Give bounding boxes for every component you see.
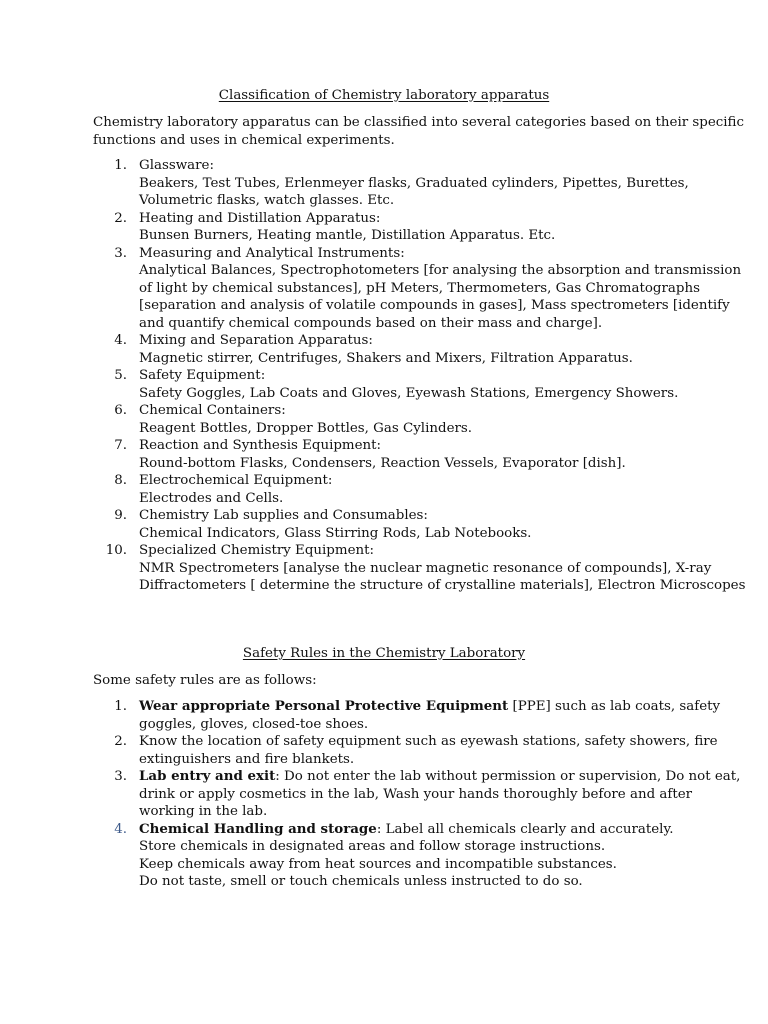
item-number: 7. bbox=[114, 438, 127, 453]
item-heading: Glassware: bbox=[139, 158, 214, 173]
rule-bold-label: Chemical Handling and storage bbox=[139, 820, 377, 837]
intro-line: Chemistry laboratory apparatus can be classified into several categories based on their specific bbox=[93, 115, 744, 130]
rule-text: Keep chemicals away from heat sources and incompatible substances. bbox=[139, 856, 617, 872]
item-number: 9. bbox=[114, 508, 127, 523]
list-item bbox=[0, 332, 684, 367]
item-text: Analytical Balances, Spectrophotometers [for analysing the absorption and transmission bbox=[139, 263, 742, 278]
item-heading: Reaction and Synthesis Equipment: bbox=[139, 438, 382, 453]
rule-text: drink or apply cosmetics in the lab, Wash your hands thoroughly before and after bbox=[139, 786, 693, 802]
section2-intro bbox=[93, 672, 683, 690]
list-item bbox=[0, 542, 746, 595]
rule-text: working in the lab. bbox=[139, 804, 268, 819]
item-heading: Measuring and Analytical Instruments: bbox=[139, 245, 405, 261]
item-number: 8. bbox=[114, 473, 127, 488]
item-number: 5. bbox=[114, 368, 127, 383]
item-text: NMR Spectrometers [analyse the nuclear magnetic resonance of compounds], X-ray bbox=[139, 560, 712, 576]
list-item bbox=[0, 437, 684, 472]
item-number: 6. bbox=[114, 403, 127, 418]
rule-text: Do not taste, smell or touch chemicals unless instructed to do so. bbox=[139, 874, 583, 889]
item-number: 1. bbox=[114, 158, 127, 173]
rule-text: extinguishers and fire blankets. bbox=[139, 751, 355, 767]
rule-first-line bbox=[139, 768, 741, 786]
item-heading: Chemistry Lab supplies and Consumables: bbox=[139, 508, 428, 523]
item-text: [separation and analysis of volatile compounds in gases], Mass spectrometers [identify bbox=[139, 298, 730, 313]
item-text: Volumetric flasks, watch glasses. Etc. bbox=[139, 193, 395, 208]
rule-text: : Label all chemicals clearly and accurately. bbox=[376, 821, 674, 837]
rule-text: Store chemicals in designated areas and follow storage instructions. bbox=[139, 839, 606, 854]
item-text: Diffractometers [ determine the structure of crystalline materials], Electron Microscopes bbox=[139, 578, 746, 593]
safety-rules-list bbox=[0, 698, 741, 891]
rule-first-line bbox=[139, 698, 721, 716]
item-heading: Chemical Containers: bbox=[139, 403, 286, 418]
intro-line: Some safety rules are as follows: bbox=[93, 673, 317, 688]
item-heading: Heating and Distillation Apparatus: bbox=[139, 210, 381, 226]
item-heading: Specialized Chemistry Equipment: bbox=[139, 543, 375, 558]
item-number: 2. bbox=[114, 210, 127, 226]
item-text: Electrodes and Cells. bbox=[139, 490, 284, 506]
rule-bold-label: Wear appropriate Personal Protective Equipment bbox=[139, 698, 509, 714]
list-item bbox=[0, 698, 721, 733]
rule-bold-label: Lab entry and exit bbox=[139, 768, 276, 784]
item-text: of light by chemical substances], pH Meters, Thermometers, Gas Chromatographs bbox=[139, 280, 700, 296]
list-item bbox=[0, 367, 684, 402]
rule-text: goggles, gloves, closed-toe shoes. bbox=[139, 716, 369, 732]
item-heading: Mixing and Separation Apparatus: bbox=[139, 333, 373, 348]
rule-text: : Do not enter the lab without permission or supervision, Do not eat, bbox=[275, 769, 741, 784]
section2-title: Safety Rules in the Chemistry Laboratory bbox=[242, 646, 526, 661]
intro-line: functions and uses in chemical experiments. bbox=[93, 132, 395, 148]
list-item bbox=[0, 768, 741, 821]
list-item bbox=[0, 245, 742, 333]
item-text: and quantify chemical compounds based on their mass and charge]. bbox=[139, 315, 603, 331]
item-text: Reagent Bottles, Dropper Bottles, Gas Cylinders. bbox=[139, 420, 473, 436]
item-heading: Safety Equipment: bbox=[139, 368, 266, 383]
item-text: Chemical Indicators, Glass Stirring Rods, Lab Notebooks. bbox=[139, 525, 532, 541]
item-text: Safety Goggles, Lab Coats and Gloves, Eyewash Stations, Emergency Showers. bbox=[139, 385, 679, 401]
item-text: Magnetic stirrer, Centrifuges, Shakers and Mixers, Filtration Apparatus. bbox=[139, 350, 633, 366]
section1-intro bbox=[93, 114, 744, 149]
rule-first-line bbox=[139, 733, 718, 751]
rule-number: 1. bbox=[114, 699, 127, 714]
list-item bbox=[0, 733, 718, 768]
rule-number: 3. bbox=[114, 769, 127, 784]
rule-text: Know the location of safety equipment such as eyewash stations, safety showers, fire bbox=[139, 734, 718, 749]
list-item bbox=[0, 821, 684, 891]
list-item bbox=[0, 157, 689, 210]
apparatus-list bbox=[0, 157, 746, 595]
list-item bbox=[0, 210, 684, 245]
section1-title: Classification of Chemistry laboratory apparatus bbox=[218, 88, 550, 103]
list-item bbox=[0, 472, 684, 507]
rule-number: 2. bbox=[114, 734, 127, 749]
item-text: Bunsen Burners, Heating mantle, Distillation Apparatus. Etc. bbox=[139, 228, 556, 243]
item-heading: Electrochemical Equipment: bbox=[139, 473, 333, 488]
list-item bbox=[0, 402, 684, 437]
item-number: 10. bbox=[105, 543, 127, 558]
item-number: 4. bbox=[114, 333, 127, 348]
item-number: 3. bbox=[114, 245, 127, 261]
item-text: Round-bottom Flasks, Condensers, Reaction Vessels, Evaporator [dish]. bbox=[139, 455, 626, 471]
rule-number: 4. bbox=[114, 821, 127, 837]
rule-first-line bbox=[139, 821, 684, 839]
list-item bbox=[0, 507, 684, 542]
rule-text: [PPE] such as lab coats, safety bbox=[508, 699, 721, 714]
item-text: Beakers, Test Tubes, Erlenmeyer flasks, Graduated cylinders, Pipettes, Burettes, bbox=[139, 175, 689, 191]
